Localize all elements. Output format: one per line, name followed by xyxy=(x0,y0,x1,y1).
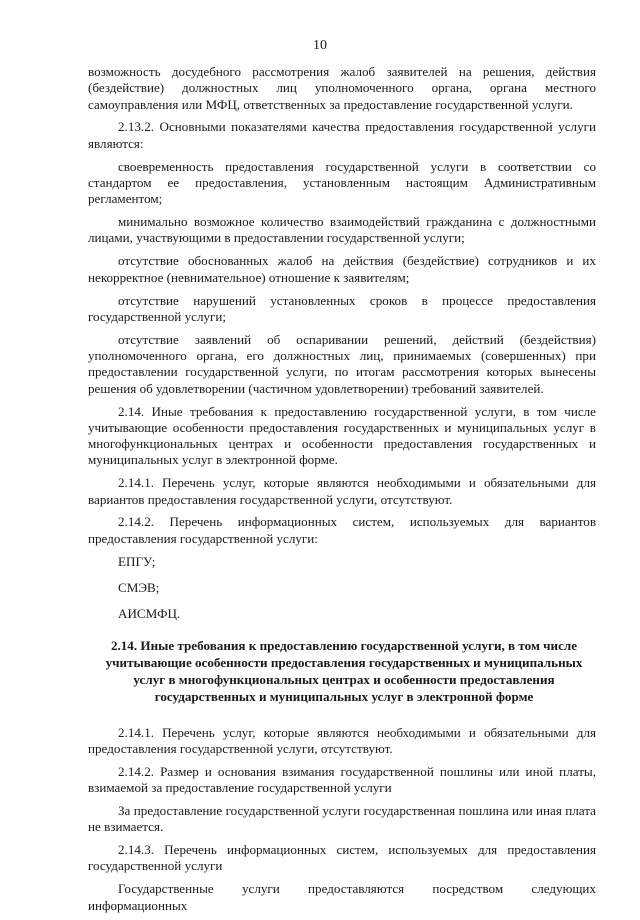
paragraph: За предоставление государственной услуги государственная пошлина или иная плата не взимается. xyxy=(88,802,596,835)
paragraphs-top xyxy=(88,64,596,623)
paragraph: 2.14.1. Перечень услуг, которые являются необходимыми и обязательными для предоставления государственной услуги, отсутствуют. xyxy=(88,724,596,756)
list-item: ЕПГУ; xyxy=(118,553,156,569)
paragraph: минимально возможное количество взаимодействий гражданина с должностными лицами, участвующими в предоставлении государственной услуги; xyxy=(88,214,596,246)
paragraph: своевременность предоставления государственной услуги в соответствии со стандартом ее предоставления, установленным настоящим Административным регламентом; xyxy=(88,158,596,207)
paragraph: 2.14.3. Перечень информационных систем, используемых для предоставления государственной услуги xyxy=(88,842,596,874)
paragraph: отсутствие обоснованных жалоб на действия (бездействие) сотрудников и их некорректное (невнимательное) отношение к заявителям; xyxy=(88,253,596,285)
list-item: АИСМФЦ. xyxy=(118,606,181,622)
paragraph: 2.14.2. Перечень информационных систем, используемых для вариантов предоставления государственной услуги: xyxy=(88,514,596,546)
paragraph: отсутствие заявлений об оспаривании решений, действий (бездействия) уполномоченного органа, его должностных лиц, принимаемых (совершенных) при предоставлении государственной услуги, по итогам рассмотрения которых вынесены решения об удовлетворении (частичном удовлетворении) требований заявителей. xyxy=(88,331,596,396)
paragraph: 2.14. Иные требования к предоставлению государственной услуги, в том числе учитывающие особенности предоставления государственных и муниципальных услуг в многофункциональных центрах и особенности предоставления государственных и муниципальных услуг в электронной форме. xyxy=(88,403,596,468)
section-heading: 2.14. Иные требования к предоставлению государственной услуги, в том числе учитывающие особенности предоставления государственных и муниципальных услуг в многофункциональных центрах и особенности предоставления государственных и муниципальных услуг в электронной форме xyxy=(105,637,583,704)
document-body xyxy=(88,64,596,920)
paragraphs-bottom xyxy=(88,725,596,914)
page-number: 10 xyxy=(313,38,327,53)
list-item: СМЭВ; xyxy=(118,579,160,595)
paragraph: 2.14.1. Перечень услуг, которые являются необходимыми и обязательными для вариантов предоставления государственной услуги, отсутствуют. xyxy=(88,475,596,507)
paragraph: 2.13.2. Основными показателями качества предоставления государственной услуги являются: xyxy=(88,119,596,151)
paragraph: возможность досудебного рассмотрения жалоб заявителей на решения, действия (бездействие) должностных лиц уполномоченного органа, органа местного самоуправления или МФЦ, ответственных за предоставление государственной услуги. xyxy=(88,64,596,112)
paragraph: 2.14.2. Размер и основания взимания государственной пошлины или иной платы, взимаемой за предоставление государственной услуги xyxy=(88,763,596,796)
paragraph: отсутствие нарушений установленных сроков в процессе предоставления государственной услуги; xyxy=(88,292,596,324)
paragraph: Государственные услуги предоставляются посредством следующих информационных xyxy=(88,881,596,913)
